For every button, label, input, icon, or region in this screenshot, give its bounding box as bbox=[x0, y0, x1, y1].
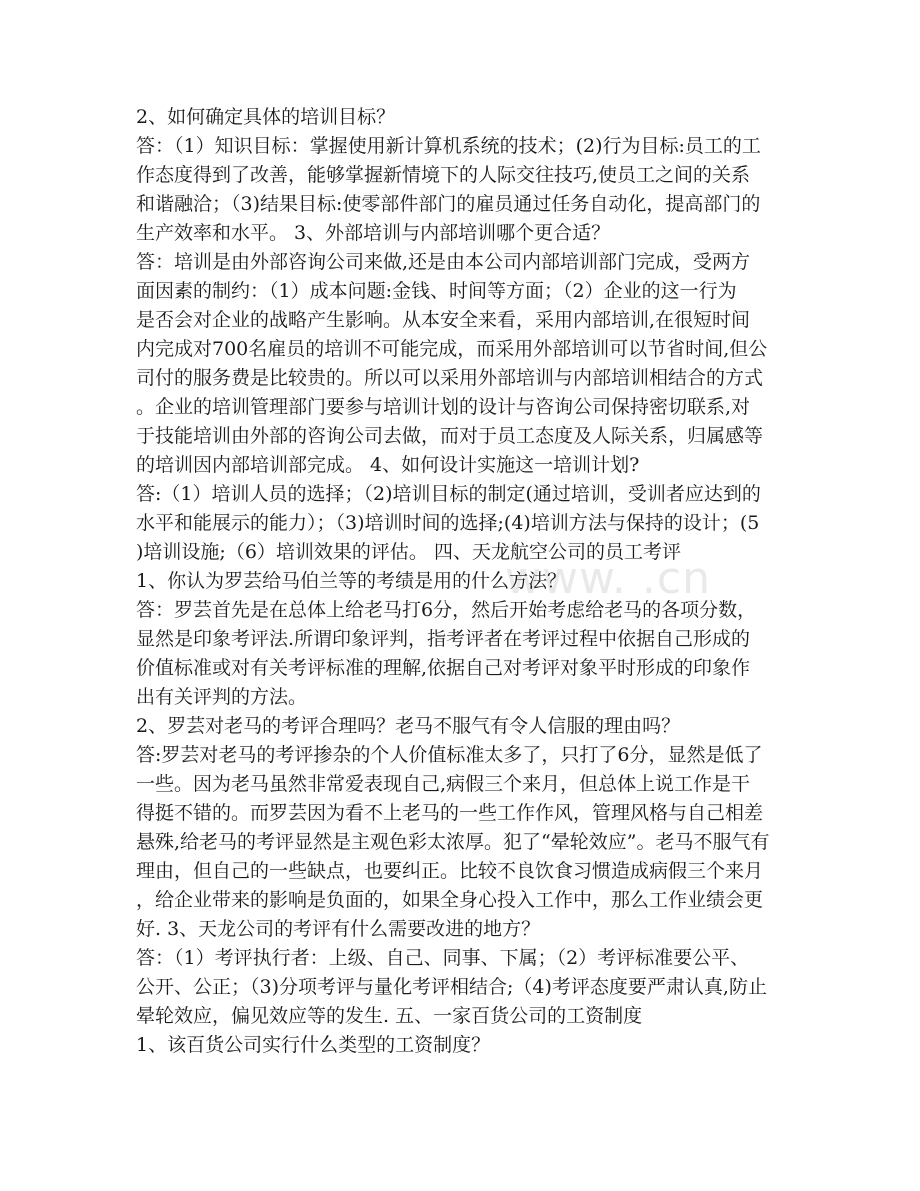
text-line: 内完成对700名雇员的培训不可能完成，而采用外部培训可以节省时间,但公 bbox=[136, 338, 768, 360]
watermark: www. .cn bbox=[505, 553, 711, 604]
text-line: 答：罗芸首先是在总体上给老马打6分，然后开始考虑给老马的各项分数， bbox=[136, 599, 757, 621]
text-line: 的培训因内部培训部完成。 4、如何设计实施这一培训计划? bbox=[136, 454, 640, 476]
text-line: 是否会对企业的战略产生影响。从本安全来看，采用内部培训,在很短时间 bbox=[136, 309, 751, 331]
text-line: 生产效率和水平。 3、外部培训与内部培训哪个更合适？ bbox=[136, 222, 611, 244]
text-line: 面因素的制约：（1）成本问题:金钱、时间等方面；（2）企业的这一行为 bbox=[136, 280, 737, 302]
text-line: 晕轮效应，偏见效应等的发生. 五、一家百货公司的工资制度 bbox=[136, 1005, 643, 1027]
text-line: 水平和能展示的能力）；（3)培训时间的选择;(4)培训方法与保持的设计；(5 bbox=[136, 512, 760, 534]
text-line: 答：（1）考评执行者：上级、自己、同事、下属；（2）考评标准要公平、 bbox=[136, 947, 750, 969]
text-line: 于技能培训由外部的咨询公司去做，而对于员工态度及人际关系，归属感等 bbox=[136, 425, 764, 447]
text-line: 答：（1）知识目标：掌握使用新计算机系统的技术；(2)行为目标:员工的工 bbox=[136, 135, 761, 157]
text-line: 悬殊,给老马的考评显然是主观色彩太浓厚。犯了“晕轮效应”。老马不服气有 bbox=[136, 831, 770, 853]
text-line: 出有关评判的方法。 bbox=[136, 686, 308, 708]
text-line: 作态度得到了改善，能够掌握新情境下的人际交往技巧,使员工之间的关系 bbox=[136, 164, 751, 186]
text-line: 司付的服务费是比较贵的。所以可以采用外部培训与内部培训相结合的方式 bbox=[136, 367, 764, 389]
text-line: 得挺不错的。而罗芸因为看不上老马的一些工作作风，管理风格与自己相差 bbox=[136, 802, 764, 824]
text-line: )培训设施;（6）培训效果的评估。 四、天龙航空公司的员工考评 bbox=[136, 541, 681, 563]
text-line: ，给企业带来的影响是负面的，如果全身心投入工作中，那么工作业绩会更 bbox=[136, 889, 764, 911]
document-body bbox=[136, 103, 786, 1060]
text-line: 好. 3、天龙公司的考评有什么需要改进的地方？ bbox=[136, 918, 541, 940]
text-line: 公开、公正；（3)分项考评与量化考评相结合;（4)考评态度要严肃认真,防止 bbox=[136, 976, 767, 998]
text-line: 价值标准或对有关考评标准的理解,依据自己对考评对象平时形成的印象作 bbox=[136, 657, 751, 679]
text-line: 理由，但自己的一些缺点，也要纠正。比较不良饮食习惯造成病假三个来月 bbox=[136, 860, 764, 882]
text-line: 一些。因为老马虽然非常爱表现自己,病假三个来月，但总体上说工作是干 bbox=[136, 773, 751, 795]
text-line: 答:罗芸对老马的考评掺杂的个人价值标准太多了，只打了6分，显然是低了 bbox=[136, 744, 763, 766]
text-line: 1、该百货公司实行什么类型的工资制度？ bbox=[136, 1034, 491, 1056]
text-line: 。企业的培训管理部门要参与培训计划的设计与咨询公司保持密切联系,对 bbox=[136, 396, 751, 418]
text-line: 2、如何确定具体的培训目标？ bbox=[136, 106, 396, 128]
text-line: 1、你认为罗芸给马伯兰等的考绩是用的什么方法？ bbox=[136, 570, 567, 592]
text-line: 答：培训是由外部咨询公司来做,还是由本公司内部培训部门完成，受两方 bbox=[136, 251, 751, 273]
text-line: 显然是印象考评法.所谓印象评判，指考评者在考评过程中依据自己形成的 bbox=[136, 628, 751, 650]
text-line: 和谐融洽；（3)结果目标:使零部件部门的雇员通过任务自动化，提高部门的 bbox=[136, 193, 761, 215]
text-line: 2、罗芸对老马的考评合理吗？老马不服气有令人信服的理由吗？ bbox=[136, 715, 681, 737]
text-line: 答:（1）培训人员的选择；（2)培训目标的制定(通过培训，受训者应达到的 bbox=[136, 483, 761, 505]
